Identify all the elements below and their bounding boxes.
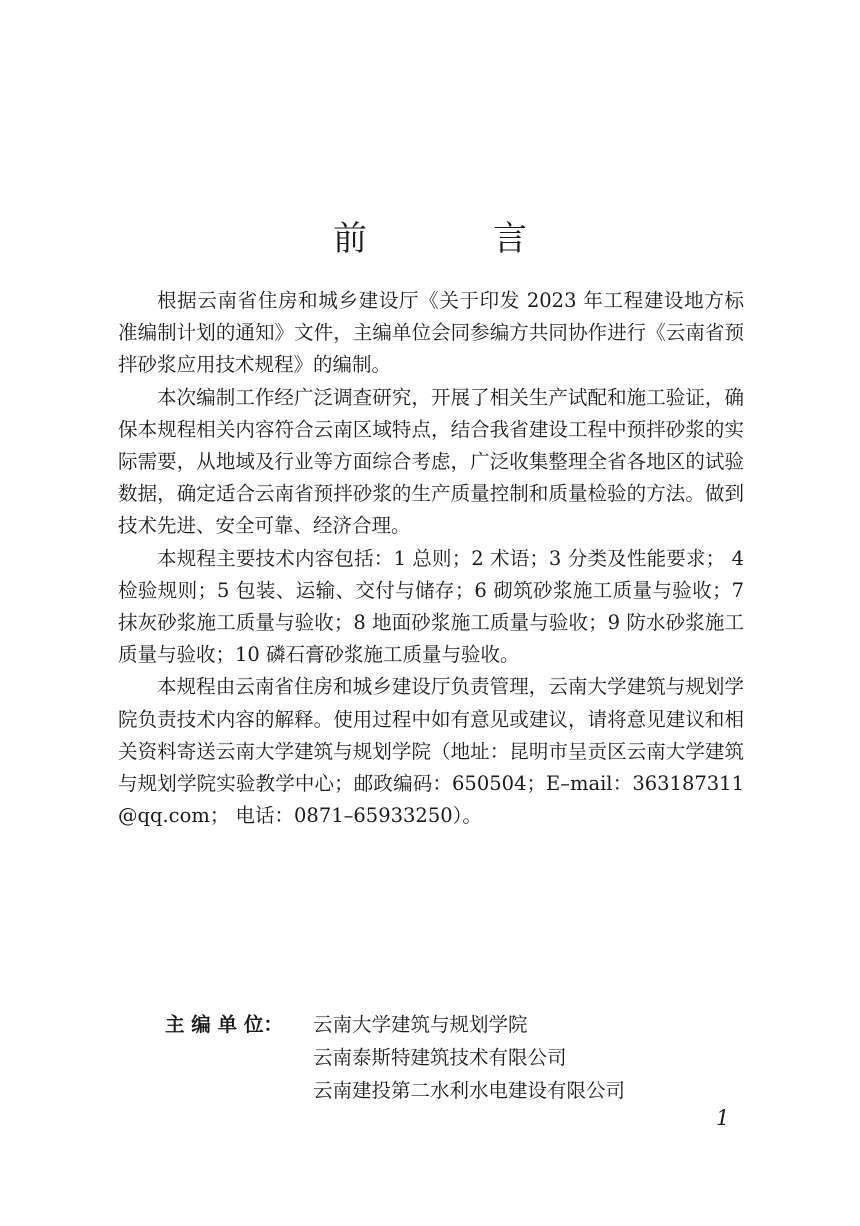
- preface-body: [118, 285, 744, 832]
- editor-row-3: [165, 1074, 625, 1107]
- editor-unit-1: 云南大学建筑与规划学院: [313, 1013, 528, 1036]
- editor-units: [165, 1008, 625, 1107]
- page-number: 1: [716, 1106, 730, 1130]
- editor-row-1: [165, 1008, 625, 1041]
- editor-label-spacer: [165, 1074, 313, 1107]
- paragraph-2: 本次编制工作经广泛调查研究，开展了相关生产试配和施工验证，确保本规程相关内容符合云南区域特点，结合我省建设工程中预拌砂浆的实际需要，从地域及行业等方面综合考虑，广泛收集整理全省各地区的试验数据，确定适合云南省预拌砂浆的生产质量控制和质量检验的方法。做到技术先进、安全可靠、经济合理。: [118, 385, 744, 538]
- editor-unit-2: 云南泰斯特建筑技术有限公司: [313, 1046, 567, 1069]
- paragraph-3: 本规程主要技术内容包括：1 总则；2 术语；3 分类及性能要求； 4 检验规则；5 包装、运输、交付与储存；6 砌筑砂浆施工质量与验收；7 抹灰砂浆施工质量与验收；8 地面砂浆施工质量与验收；9 防水砂浆施工质量与验收；10 磷石膏砂浆施工质量与验收。: [118, 546, 744, 667]
- editor-unit-3: 云南建投第二水利水电建设有限公司: [313, 1079, 626, 1102]
- editor-row-2: [165, 1041, 625, 1074]
- paragraph-4: 本规程由云南省住房和城乡建设厅负责管理，云南大学建筑与规划学院负责技术内容的解释。使用过程中如有意见或建议，请将意见建议和相关资料寄送云南大学建筑与规划学院（地址：昆明市呈贡区云南大学建筑与规划学院实验教学中心；邮政编码：650504；E–mail：363187311 @qq.com； 电话：0871–65933250）。: [118, 675, 745, 828]
- paragraph-1: 根据云南省住房和城乡建设厅《关于印发 2023 年工程建设地方标准编制计划的通知》文件，主编单位会同参编方共同协作进行《云南省预拌砂浆应用技术规程》的编制。: [118, 289, 744, 377]
- editor-label-spacer: [165, 1041, 313, 1074]
- page-title: 前 言: [333, 218, 573, 259]
- editor-label: 主 编 单 位：: [165, 1013, 283, 1036]
